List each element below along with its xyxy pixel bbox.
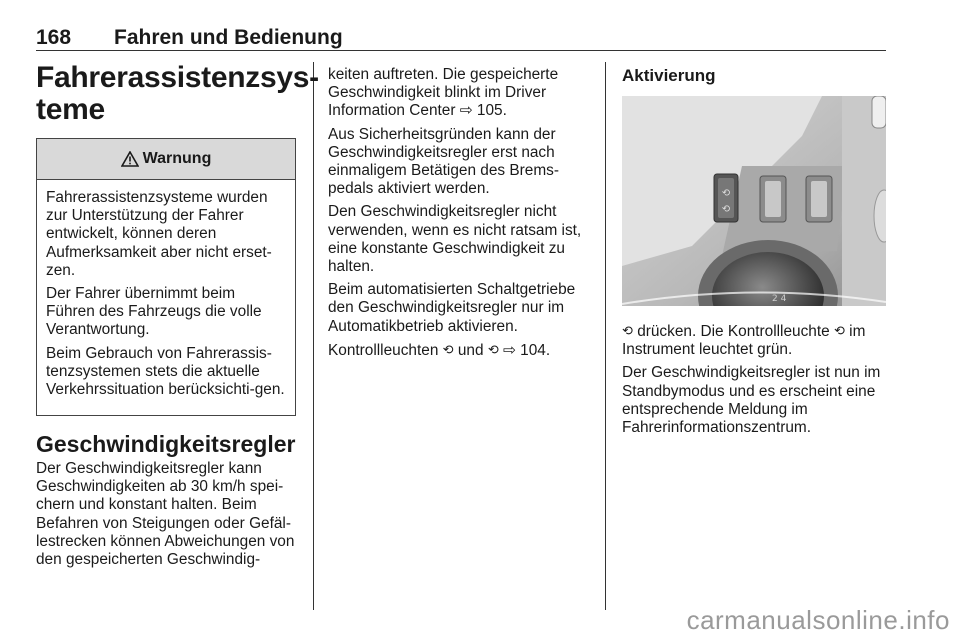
section-title-line-2: teme [36,93,105,126]
cruise-standby-symbol-icon: ⟲ [487,341,499,357]
column-1 [36,61,319,126]
chapter-title: Fahren und Bedienung [114,26,343,49]
warning-paragraph-3: Beim Gebrauch von Fahrerassis-tenzsystemen stets die aktuelle Verkehrssituation berücksichti-gen. [46,344,285,399]
column-2 [328,66,594,365]
warning-triangle-icon [121,151,139,167]
page-header [36,26,886,50]
col2-paragraph-2: Aus Sicherheitsgründen kann der Geschwindigkeitsregler erst nach einmaligem Betätigen des Brems-pedals aktiviert werden. [328,125,559,198]
activation-paragraph-1 [622,322,888,359]
watermark: carmanualsonline.info [686,605,950,635]
cruise-control-intro: Der Geschwindigkeitsregler kann Geschwindigkeiten ab 30 km/h spei-chern und konstant halten. Beim Befahren von Steigungen oder Gefäl-lestrecken können Abweichungen von den gespeicherten Geschwindig- [36,460,295,569]
cruise-control-heading: Geschwindigkeitsregler [36,431,296,457]
cruise-control-button-icon: ⟲ [622,323,633,338]
warning-paragraph-1: Fahrerassistenzsysteme wurden zur Unterstützung der Fahrer entwickelt, können deren Aufmerksamkeit aber nicht erset-zen. [46,189,272,279]
col2-p5-text-b: und [457,341,484,359]
activation-paragraph-2: Der Geschwindigkeitsregler ist nun im Standbymodus und es erscheint eine entsprechende Meldung im Fahrerinformationszentrum. [622,364,881,437]
column-3-text [622,322,888,442]
col2-paragraph-3: Den Geschwindigkeitsregler nicht verwenden, wenn es nicht ratsam ist, eine konstante Geschwindigkeit zu halten. [328,203,582,276]
svg-text:⟲: ⟲ [721,204,731,215]
column-3 [622,66,886,86]
svg-text:⟲: ⟲ [721,188,731,199]
col2-paragraph-4: Beim automatisierten Schaltgetriebe den Geschwindigkeitsregler nur im Automatikbetrieb aktivieren. [328,281,576,335]
cruise-control-symbol-icon: ⟲ [442,341,454,357]
page-number: 168 [36,26,72,49]
col2-paragraph-1: keiten auftreten. Die gespeicherte Geschwindigkeit blinkt im Driver Information Center ⇨ 105. [328,66,559,120]
warning-body [37,180,295,399]
column-divider-2 [605,62,606,610]
section-title [36,61,319,126]
warning-paragraph-2: Der Fahrer übernimmt beim Führen des Fahrzeugs die volle Verantwortung. [46,285,262,339]
cruise-indicator-icon: ⟲ [833,323,845,338]
col2-paragraph-5 [328,341,594,360]
column-divider-1 [313,62,314,610]
cruise-switch-photo [622,96,886,306]
col2-p5-text-c: ⇨ 104. [503,341,551,359]
activation-p1-text-b: im Instrument leuchtet grün. [622,323,866,359]
warning-label: Warnung [142,150,212,167]
activation-heading: Aktivierung [622,66,716,85]
col2-p5-text-a: Kontrollleuchten [328,341,439,359]
header-rule [36,50,886,51]
svg-text:2 4: 2 4 [772,294,787,304]
center-console-image [622,96,886,306]
warning-box [36,138,296,416]
activation-p1-text-a: drücken. Die Kontrollleuchte [637,323,830,340]
section-title-line-1: Fahrerassistenzsys- [36,61,319,94]
warning-header [37,139,295,180]
